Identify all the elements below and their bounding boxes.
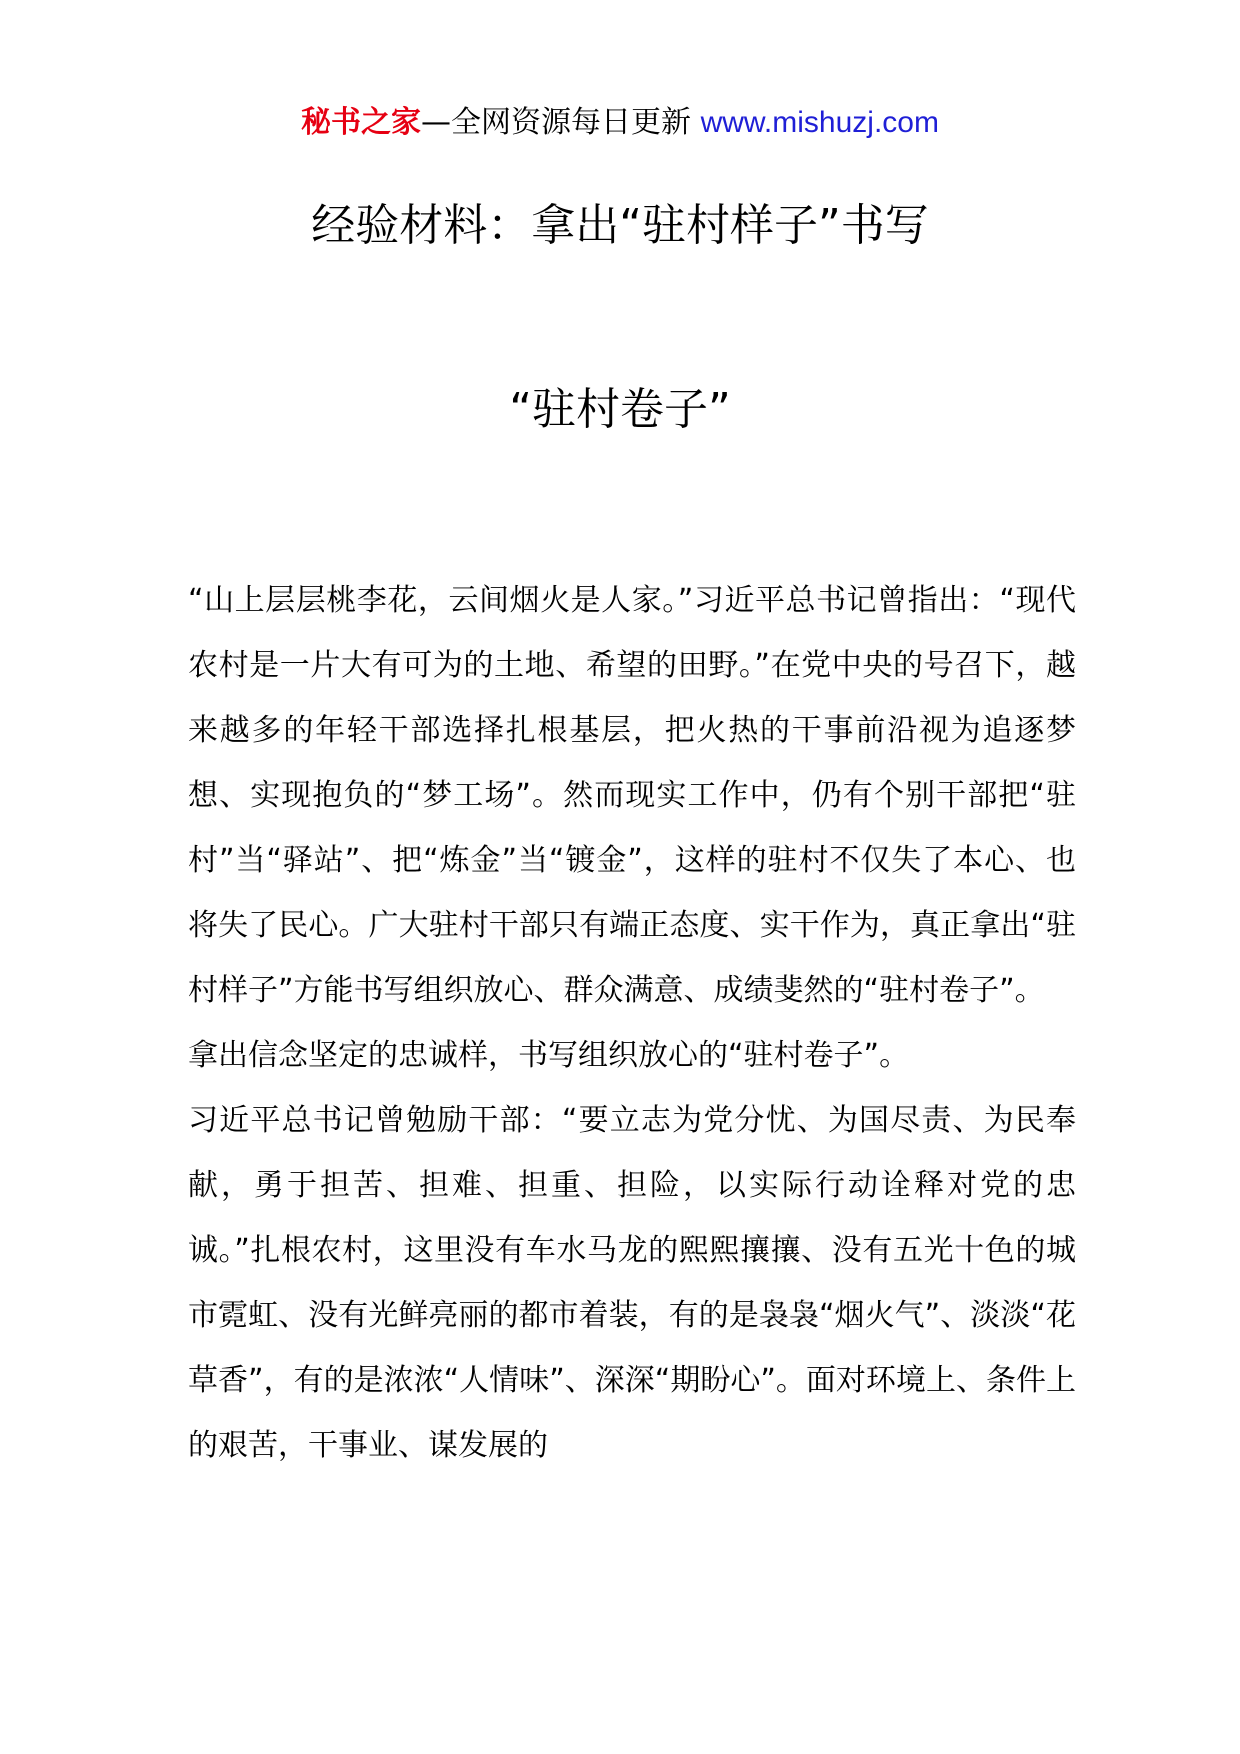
body-paragraph-intro: “山上层层桃李花，云间烟火是人家。”习近平总书记曾指出：“现代农村是一片大有可为的土地、希望的田野。”在党中央的号召下，越来越多的年轻干部选择扎根基层，把火热的干事前沿视为追逐梦想、实现抱负的“梦工场”。然而现实工作中，仍有个别干部把“驻村”当“驿站”、把“炼金”当“镀金”，这样的驻村不仅失了本心、也将失了民心。广大驻村干部只有端正态度、实干作为，真正拿出“驻村样子”方能书写组织放心、群众满意、成绩斐然的“驻村卷子”。 <box>188 583 1076 1008</box>
document-title-line-2: “驻村卷子” <box>509 384 731 435</box>
site-url-link[interactable]: www.mishuzj.com <box>700 106 939 139</box>
body-section-heading: 拿出信念坚定的忠诚样，书写组织放心的“驻村卷子”。 <box>188 1038 910 1073</box>
site-header <box>0 100 1240 146</box>
brand-name: 秘书之家 <box>301 105 422 140</box>
document-title-line-1: 经验材料：拿出“驻村样子”书写 <box>311 200 929 251</box>
document-body <box>188 568 1076 1478</box>
body-paragraph-loyalty: 习近平总书记曾勉励干部：“要立志为党分忧、为国尽责、为民奉献，勇于担苦、担难、担重、担险，以实际行动诠释对党的忠诚。”扎根农村，这里没有车水马龙的熙熙攘攘、没有五光十色的城市霓虹、没有光鲜亮丽的都市着装，有的是袅袅“烟火气”、淡淡“花草香”，有的是浓浓“人情味”、深深“期盼心”。面对环境上、条件上的艰苦，干事业、谋发展的 <box>188 1103 1076 1463</box>
header-slogan: —全网资源每日更新 <box>421 105 701 140</box>
